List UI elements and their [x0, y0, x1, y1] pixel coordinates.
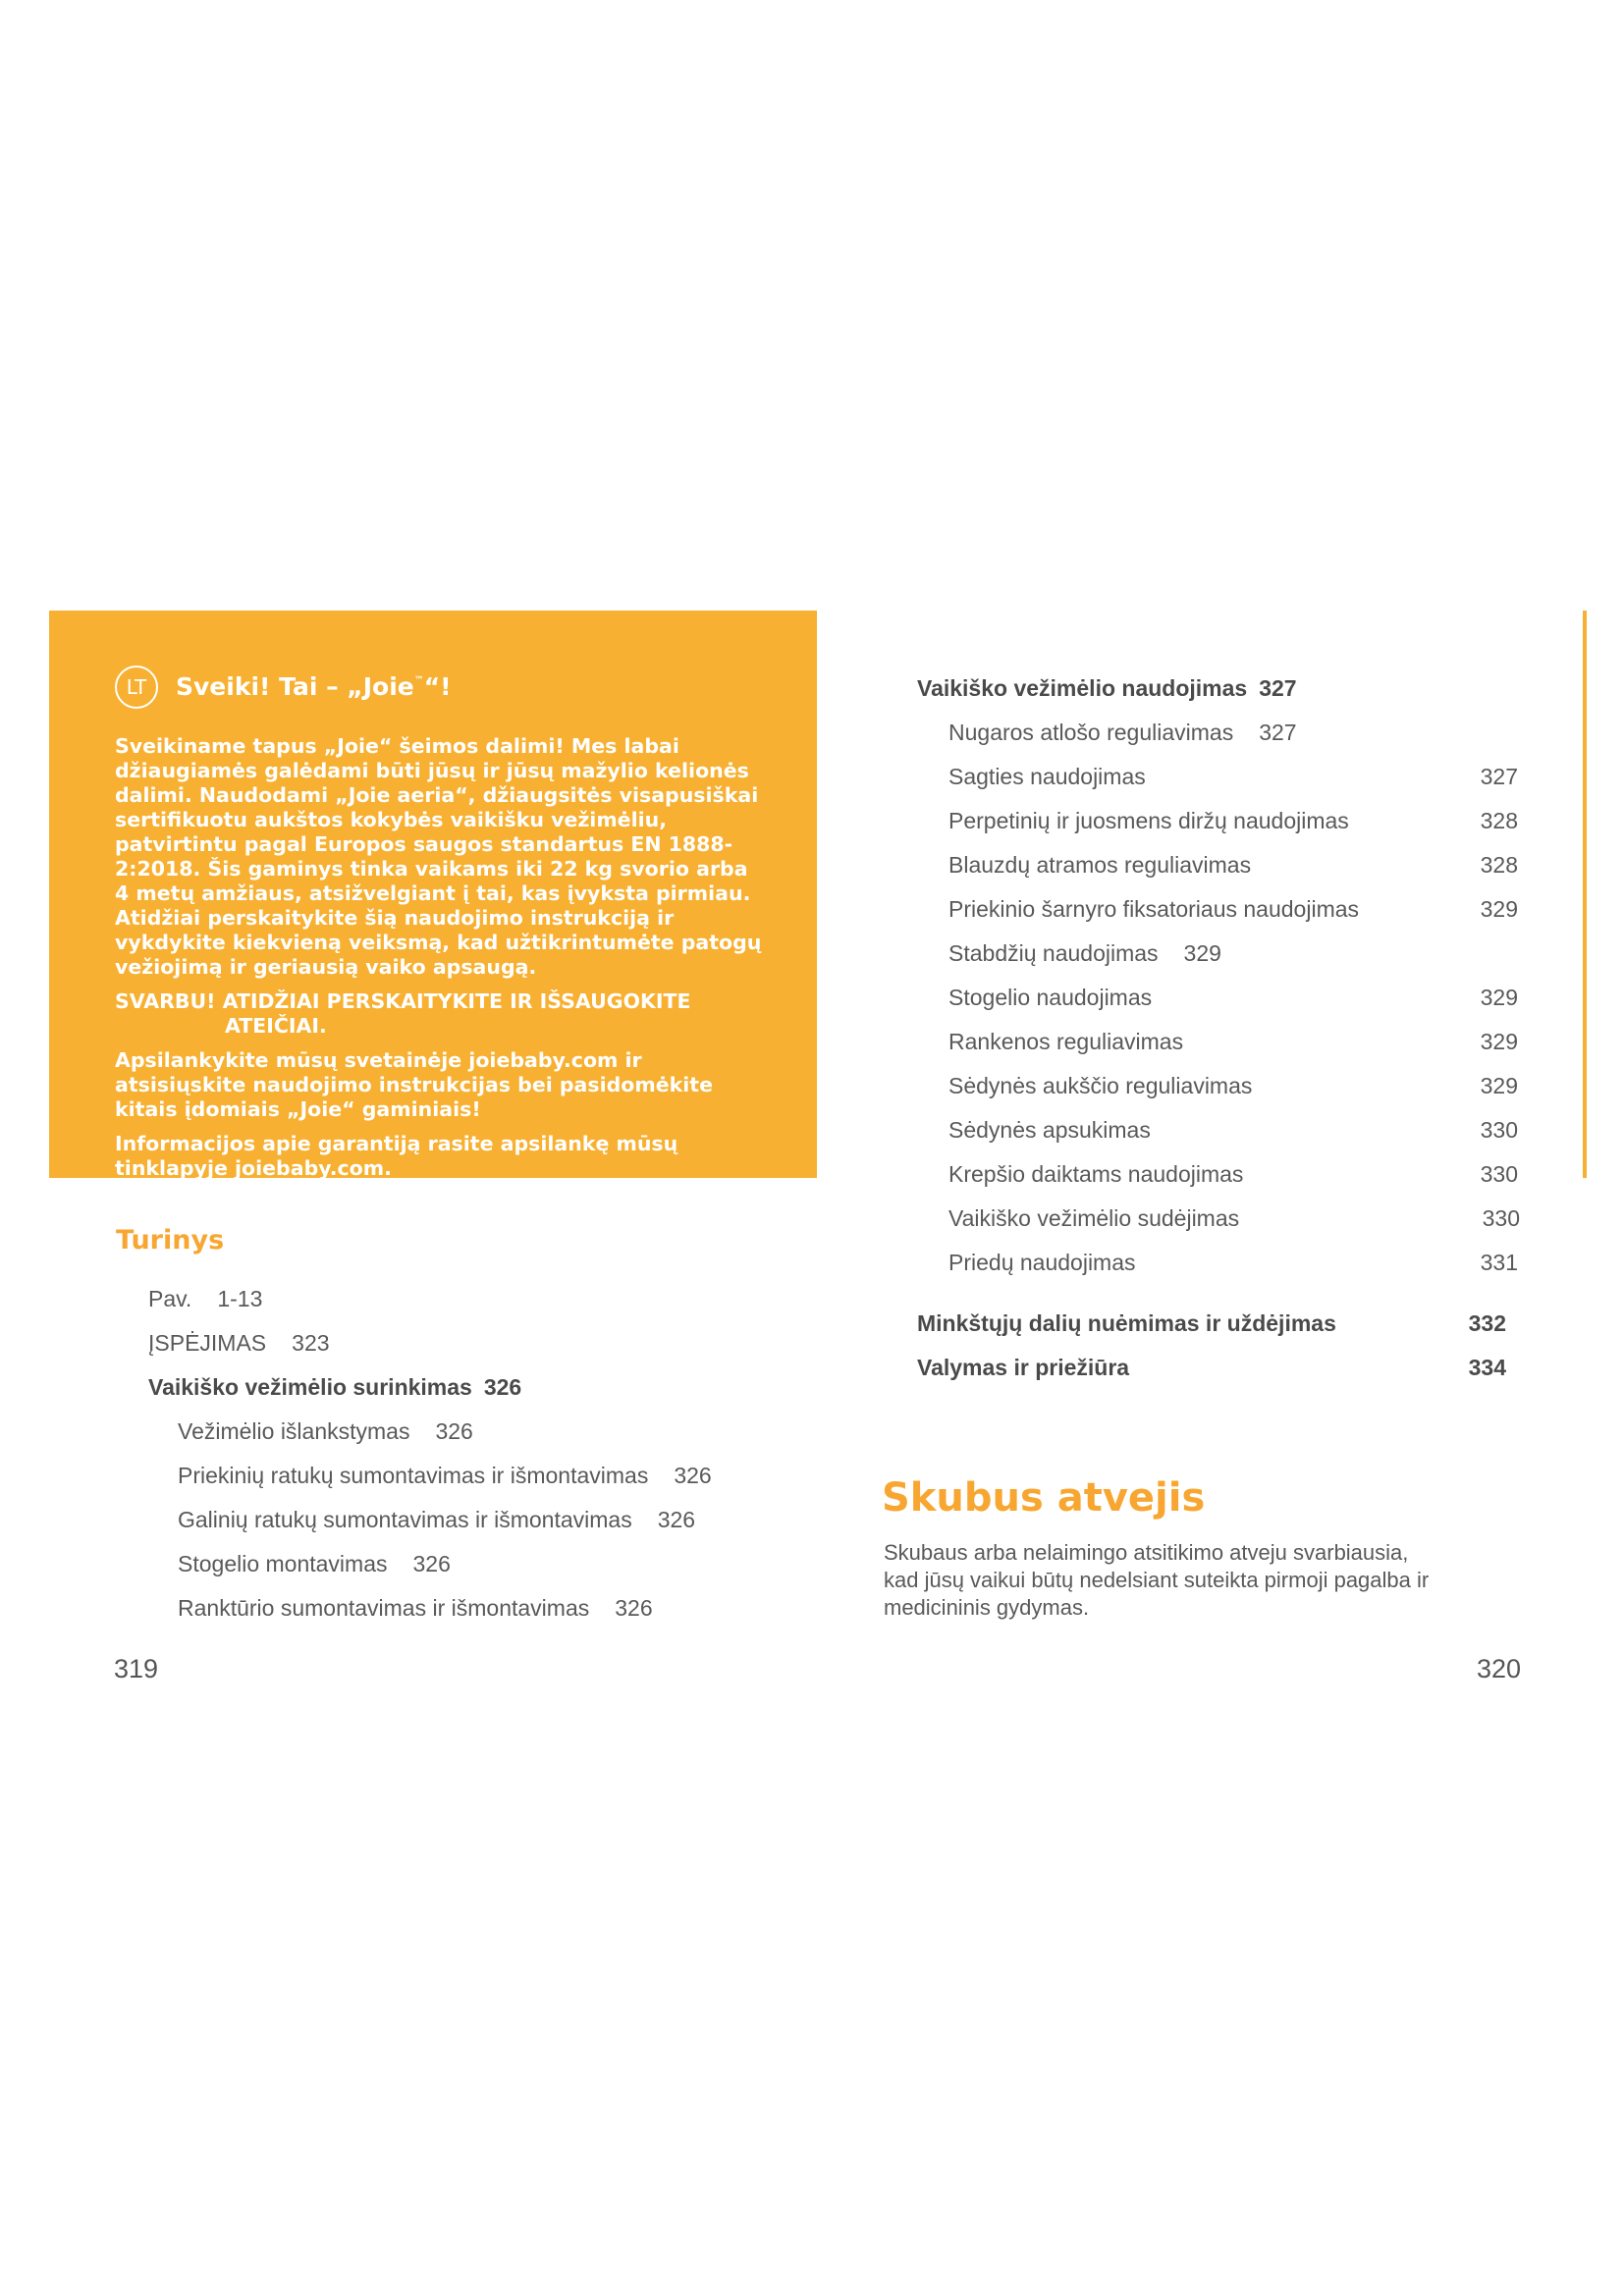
toc-entry-page: 329: [1480, 1029, 1518, 1054]
page-number-right: 320: [1477, 1654, 1522, 1683]
toc-section-label: Vaikiško vežimėlio surinkimas: [148, 1374, 472, 1400]
welcome-title: [176, 672, 452, 701]
toc-entry-label: Stogelio montavimas: [178, 1551, 388, 1576]
toc-entry-page: 330: [1480, 1161, 1518, 1187]
toc-entry-page: 328: [1480, 808, 1518, 833]
toc-entry: [148, 1286, 262, 1312]
toc-heading: Turinys: [116, 1225, 225, 1255]
toc-entry: [178, 1463, 712, 1489]
toc-entry: [148, 1330, 330, 1357]
welcome-title-pre: Sveiki! Tai – „Joie: [176, 672, 414, 701]
toc-section-page: 326: [483, 1374, 522, 1400]
toc-entry-label: Blauzdų atramos reguliavimas: [948, 852, 1252, 878]
toc-entry-page: 328: [1480, 852, 1518, 878]
toc-entry-page: 326: [657, 1507, 696, 1532]
toc-entry-label: Sagties naudojimas: [948, 764, 1146, 789]
welcome-box: [49, 611, 817, 1178]
toc-entry-label: Krepšio daiktams naudojimas: [948, 1161, 1244, 1187]
toc-entry-page: 329: [1480, 1073, 1518, 1098]
welcome-paragraph-1: Sveikiname tapus „Joie“ šeimos dalimi! Mes labai džiaugiamės galėdami būti jūsų ir jūsų mažylio kelionės dalimi. Naudodami „Joie aeria“, džiaugsitės visapusiškai sertifikuotu aukštos kokybės vaikišku vežimėliu, patvirtintu pagal Europos saugos standartus EN 1888- 2:2018. Šis gaminys tinka vaikams iki 22 kg svorio arba 4 metų amžiaus, atsižvelgiant į tai, kas įvyksta pirmiau. Atidžiai perskaitykite šią naudojimo instrukciją ir vykdykite kiekvieną veiksmą, kad užtikrintumėte patogų vežiojimą ir geriausią vaiko apsaugą.: [115, 734, 762, 979]
toc-entry-label: Pav.: [148, 1286, 192, 1311]
important-line-1: SVARBU! ATIDŽIAI PERSKAITYKITE IR IŠSAUGOKITE: [115, 989, 691, 1013]
toc-entry-page: 329: [1480, 985, 1518, 1010]
toc-entry-page: 1-13: [217, 1286, 263, 1311]
toc-section-label: Minkštųjų dalių nuėmimas ir uždėjimas: [917, 1310, 1336, 1336]
toc-entry-page: 326: [615, 1595, 653, 1621]
toc-entry: [178, 1418, 473, 1445]
toc-entry-page: 329: [1183, 940, 1221, 966]
toc-entry: [948, 720, 1297, 746]
toc-entry-label: Perpetinių ir juosmens diržų naudojimas: [948, 808, 1349, 833]
toc-entry-page: 331: [1480, 1250, 1518, 1275]
page-edge-rule: [1583, 611, 1587, 1178]
toc-entry-page: 326: [674, 1463, 712, 1488]
toc-entry-label: Sėdynės apsukimas: [948, 1117, 1151, 1143]
toc-section-page: 327: [1259, 675, 1297, 701]
toc-entry-label: Ranktūrio sumontavimas ir išmontavimas: [178, 1595, 590, 1621]
toc-section-page: 332: [1468, 1310, 1506, 1336]
important-line-2: ATEIČIAI.: [225, 1014, 327, 1038]
toc-entry-label: Vaikiško vežimėlio sudėjimas: [948, 1205, 1240, 1231]
toc-section-label: Valymas ir priežiūra: [917, 1355, 1130, 1380]
toc-entry-label: Rankenos reguliavimas: [948, 1029, 1184, 1054]
welcome-paragraph-3: Informacijos apie garantiją rasite apsilankę mūsų tinklapyje joiebaby.com.: [115, 1132, 678, 1180]
toc-section: [148, 1374, 521, 1401]
toc-entry-label: ĮSPĖJIMAS: [148, 1330, 267, 1356]
toc-entry-label: Galinių ratukų sumontavimas ir išmontavimas: [178, 1507, 632, 1532]
toc-entry-page: 329: [1480, 896, 1518, 922]
toc-section-page: 334: [1468, 1355, 1506, 1380]
important-notice: [115, 989, 783, 1039]
welcome-title-post: “!: [423, 672, 452, 701]
toc-entry-page: 330: [1482, 1205, 1520, 1231]
toc-entry: [948, 940, 1221, 967]
page-number-left: 319: [114, 1654, 159, 1683]
toc-entry-page: 326: [412, 1551, 451, 1576]
toc-entry: [178, 1551, 451, 1577]
language-badge: LT: [115, 666, 158, 709]
toc-section-label: Vaikiško vežimėlio naudojimas: [917, 675, 1248, 701]
toc-entry-page: 326: [435, 1418, 473, 1444]
welcome-paragraph-2: Apsilankykite mūsų svetainėje joiebaby.com ir atsisiųskite naudojimo instrukcijas bei pasidomėkite kitais įdomiais „Joie“ gaminiais!: [115, 1048, 714, 1121]
trademark-mark: ™: [413, 675, 424, 686]
emergency-heading: Skubus atvejis: [882, 1475, 1206, 1521]
toc-entry-page: 327: [1259, 720, 1297, 745]
toc-entry-label: Priekinio šarnyro fiksatoriaus naudojimas: [948, 896, 1360, 922]
toc-entry: [178, 1507, 695, 1533]
emergency-text: Skubaus arba nelaimingo atsitikimo atveju svarbiausia, kad jūsų vaikui būtų nedelsiant suteikta pirmoji pagalba ir medicininis gydymas.: [884, 1540, 1430, 1620]
toc-entry: [178, 1595, 653, 1622]
welcome-paragraphs: [115, 734, 783, 1191]
toc-entry-label: Nugaros atlošo reguliavimas: [948, 720, 1234, 745]
toc-entry-page: 323: [292, 1330, 330, 1356]
toc-entry-label: Stogelio naudojimas: [948, 985, 1153, 1010]
toc-section: [917, 675, 1297, 702]
toc-entry-label: Priekinių ratukų sumontavimas ir išmontavimas: [178, 1463, 649, 1488]
toc-entry-label: Vežimėlio išlankstymas: [178, 1418, 410, 1444]
toc-entry-label: Priedų naudojimas: [948, 1250, 1136, 1275]
toc-entry-page: 330: [1480, 1117, 1518, 1143]
toc-entry-label: Sėdynės aukščio reguliavimas: [948, 1073, 1253, 1098]
toc-entry-page: 327: [1480, 764, 1518, 789]
toc-entry-label: Stabdžių naudojimas: [948, 940, 1159, 966]
